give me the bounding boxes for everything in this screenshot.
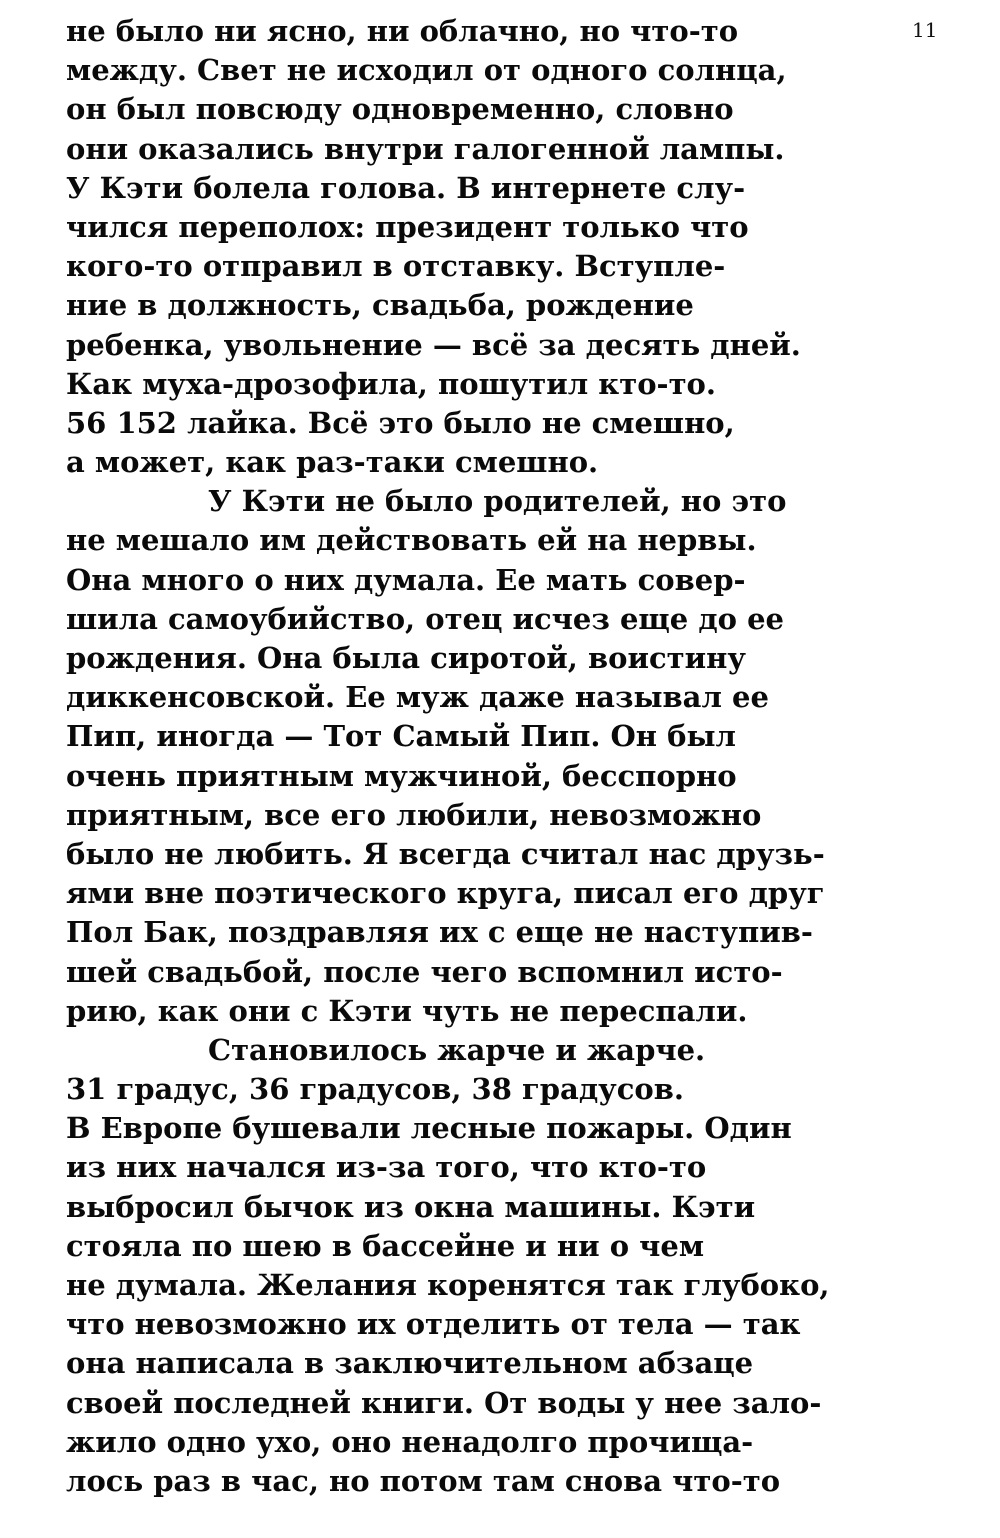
text-line: не думала. Желания коренятся так глубоко,: [66, 1268, 830, 1302]
text-line: из них начался из-за того, что кто-то: [66, 1150, 707, 1185]
text-line: В Европе бушевали лесные пожары. Один: [66, 1111, 792, 1146]
text-line: У Кэти болела голова. В интернете слу-: [66, 170, 746, 205]
paragraph-first-line: Становилось жарче и жарче.: [208, 1032, 706, 1067]
text-line: жило одно ухо, оно ненадолго прочища-: [66, 1424, 754, 1459]
text-line: они оказались внутри галогенной лампы.: [66, 131, 785, 166]
text-line: 56 152 лайка. Всё это было не смешно,: [66, 405, 735, 440]
body-text: [0, 12, 1000, 1501]
text-line: она написала в заключительном абзаце: [66, 1346, 754, 1381]
text-line: не мешало им действовать ей на нервы.: [66, 523, 757, 558]
text-line: не было ни ясно, ни облачно, но что-то: [66, 14, 739, 48]
text-line: ребенка, увольнение — всё за десять дней.: [66, 327, 801, 362]
text-line: кого-то отправил в отставку. Вступле-: [66, 249, 726, 284]
text-line: а может, как раз-таки смешно.: [66, 445, 599, 480]
paragraph-first-line: У Кэти не было родителей, но это: [208, 484, 787, 519]
text-line: Пол Бак, поздравляя их с еще не наступив-: [66, 915, 813, 950]
text-line: было не любить. Я всегда считал нас друзь-: [66, 836, 825, 871]
text-line: рождения. Она была сиротой, воистину: [66, 641, 746, 675]
text-line: лось раз в час, но потом там снова что-то: [66, 1463, 781, 1498]
text-line: ями вне поэтического круга, писал его друг: [66, 876, 825, 911]
page-number: 11: [912, 18, 938, 42]
text-line: приятным, все его любили, невозможно: [66, 797, 762, 832]
text-line: Она много о них думала. Ее мать совер-: [66, 562, 746, 597]
text-line: шила самоубийство, отец исчез еще до ее: [66, 601, 785, 636]
text-line: очень приятным мужчиной, бесспорно: [66, 758, 737, 793]
text-line: диккенсовской. Ее муж даже называл ее: [66, 680, 769, 715]
text-line: чился переполох: президент только что: [66, 209, 749, 244]
text-line: своей последней книги. От воды у нее зало-: [66, 1385, 822, 1420]
text-line: Пип, иногда — Тот Самый Пип. Он был: [66, 719, 736, 754]
text-line: выбросил бычок из окна машины. Кэти: [66, 1189, 756, 1224]
text-line: 31 градус, 36 градусов, 38 градусов.: [66, 1072, 684, 1107]
text-line: шей свадьбой, после чего вспомнил исто-: [66, 954, 783, 989]
text-line: между. Свет не исходил от одного солнца,: [66, 53, 787, 88]
text-line: Как муха-дрозофила, пошутил кто-то.: [66, 366, 716, 401]
text-line: рию, как они с Кэти чуть не переспали.: [66, 993, 748, 1028]
text-line: что невозможно их отделить от тела — так: [66, 1307, 801, 1342]
text-line: ние в должность, свадьба, рождение: [66, 288, 694, 323]
text-line: он был повсюду одновременно, словно: [66, 92, 734, 127]
text-line: стояла по шею в бассейне и ни о чем: [66, 1228, 705, 1263]
